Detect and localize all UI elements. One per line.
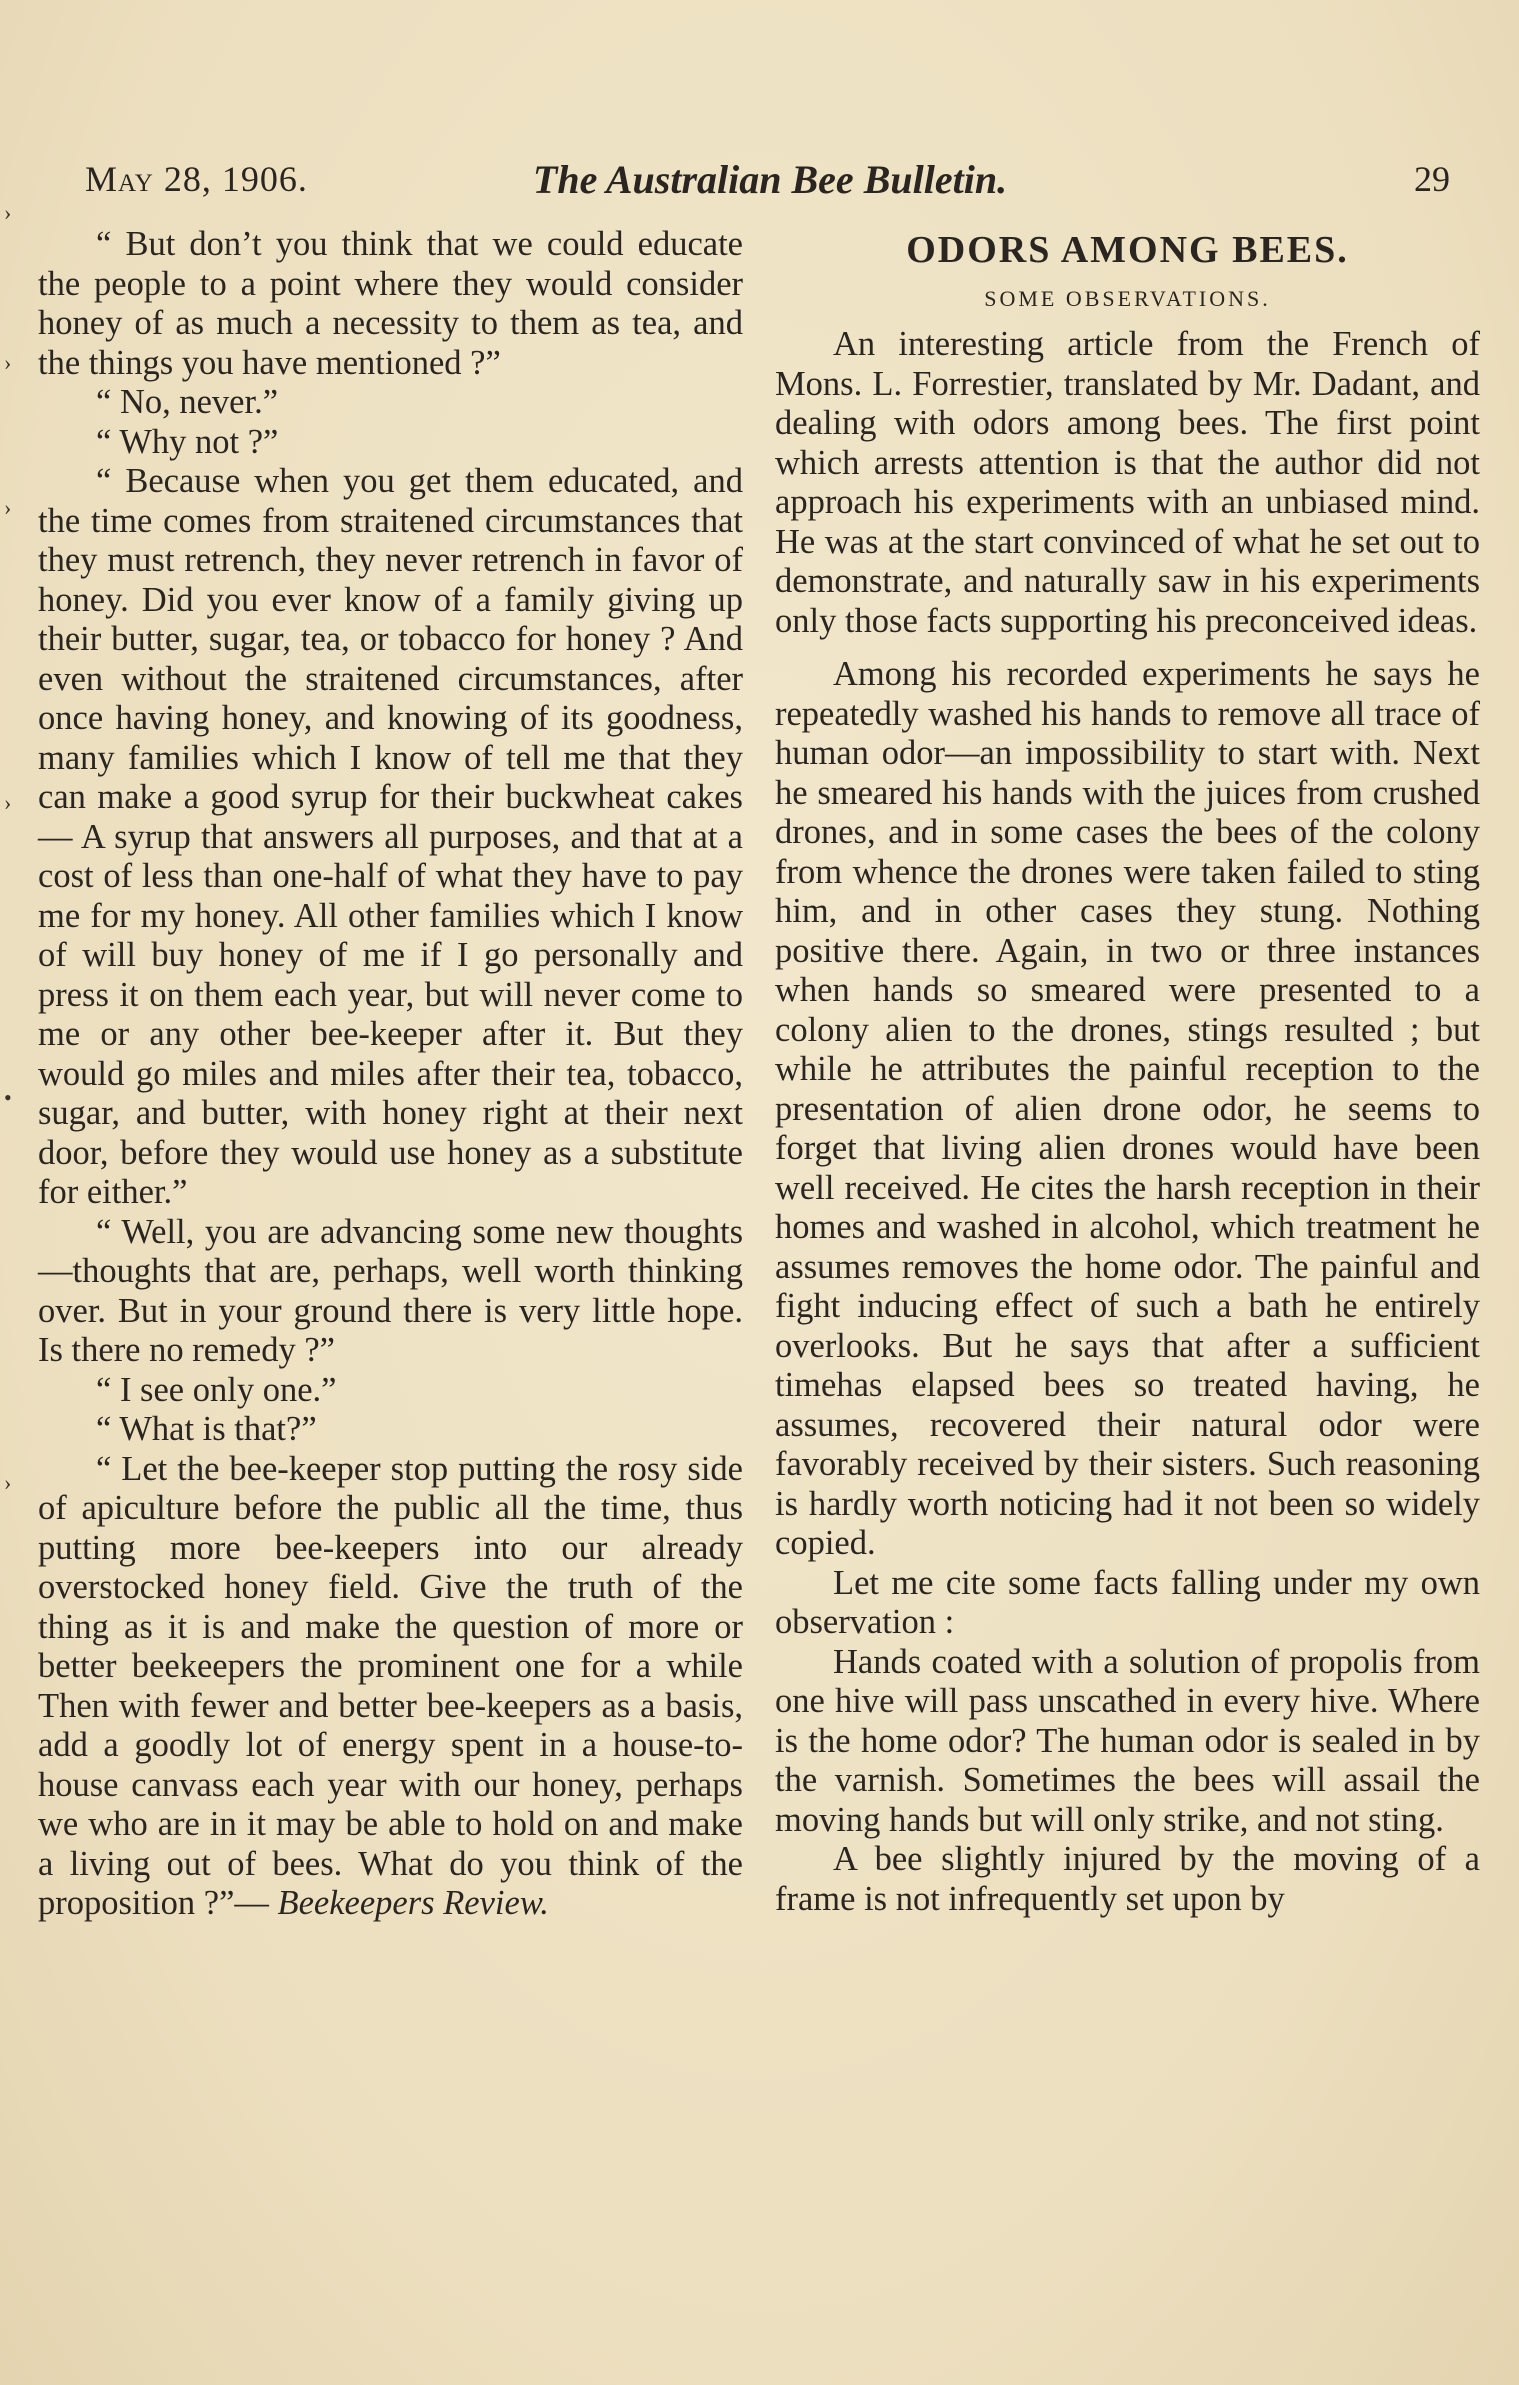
running-header: [80, 150, 1460, 210]
margin-tick-mark: ›: [4, 200, 12, 225]
margin-tick-mark: ›: [4, 790, 12, 815]
paragraph: “ Because when you get them educated, and the time comes from straitened circumstances that they must retrench, they never retrench in favor of honey. Did you ever know of a family giving up their butter, sugar, tea, or tobacco for honey ? And even without the straitened circumstances, after once having honey, and knowing of its goodness, many families which I know of tell me that they can make a good syrup for their buckwheat cakes — A syrup that answers all purposes, and that at a cost of less than one-half of what they have to pay me for my honey. All other families which I know of will buy honey of me if I go personally and press it on them each year, but will never come to me or any other bee-keeper after it. But they would go miles and miles after their tea, tobacco, sugar, and butter, with honey right at their next door, before they would use honey as a substitute for either.”: [38, 462, 743, 1211]
issue-date: May 28, 1906.: [85, 159, 308, 199]
paragraph: “ No, never.”: [96, 383, 279, 421]
page-number: 29: [1414, 159, 1450, 199]
margin-tick-mark: ›: [4, 495, 12, 520]
source-citation: Beekeepers Review.: [277, 1884, 549, 1922]
journal-title: The Australian Bee Bulletin.: [532, 157, 1008, 202]
paragraph: “ Well, you are advancing some new thoughts—thoughts that are, perhaps, well worth thinking over. But in your ground there is very little hope. Is there no remedy ?”: [38, 1212, 743, 1369]
paragraph: “ But don’t you think that we could educate the people to a point where they would consider honey of as much a necessity to them as tea, and the things you have mentioned ?”: [38, 225, 743, 382]
article-title: ODORS AMONG BEES.: [906, 229, 1349, 271]
margin-tick-mark: •: [4, 1085, 12, 1110]
paragraph: A bee slightly injured by the moving of a frame is not infrequently set upon by: [775, 1840, 1480, 1918]
paragraph: An interesting article from the French of Mons. L. Forrestier, translated by Mr. Dadant, and dealing with odors among bees. The first point which arrests attention is that the author did not approach his experiments with an unbiased mind. He was at the start convinced of what he set out to demonstrate, and naturally saw in his experiments only those facts supporting his preconceived ideas.: [775, 325, 1480, 640]
paragraph: Let me cite some facts falling under my own observation :: [775, 1563, 1480, 1641]
paragraph: “ What is that?”: [96, 1410, 317, 1448]
left-column: [38, 225, 743, 1924]
paragraph: “ Let the bee-keeper stop putting the rosy side of apiculture before the public all the time, thus putting more bee-keepers into our already overstocked honey field. Give the truth of the thing as it is and make the question of more or better beekeepers the prominent one for a while Then with fewer and better bee-keepers as a basis, add a goodly lot of energy spent in a house-to-house canvass each year with our honey, perhaps we who are in it may be able to hold on and make a living out of bees. What do you think of the proposition ?”—: [38, 1449, 743, 1922]
article-subtitle: SOME OBSERVATIONS.: [984, 286, 1271, 311]
paragraph-with-citation: [38, 1450, 743, 1924]
paragraph: Among his recorded experiments he says he repeatedly washed his hands to remove all trace of human odor—an impossibility to start with. Next he smeared his hands with the juices from crushed drones, and in some cases the bees of the colony from whence the drones were taken failed to sting him, and in other cases they stung. Nothing positive there. Again, in two or three instances when hands so smeared were presented to a colony alien to the drones, stings resulted ; but while he attributes the painful reception to the presentation of alien drone odor, he seems to forget that living alien drones would have been well received. He cites the harsh reception in their homes and washed in alcohol, which treatment he assumes removes the home odor. The painful and fight inducing effect of such a bath he entirely overlooks. But he says that after a sufficient timehas elapsed bees so treated having, he assumes, recovered their natural odor were favorably received by their sisters. Such reasoning is hardly worth noticing had it not been so widely copied.: [775, 655, 1480, 1562]
paragraph: “ I see only one.”: [96, 1370, 337, 1409]
margin-tick-mark: ›: [4, 350, 12, 375]
right-column: [775, 225, 1480, 1919]
margin-marks: [0, 0, 30, 2385]
margin-tick-mark: ›: [4, 1470, 12, 1495]
paragraph: “ Why not ?”: [96, 422, 279, 461]
paragraph: Hands coated with a solution of propolis from one hive will pass unscathed in every hive. Where is the home odor? The human odor is sealed in by the varnish. Sometimes the bees will assail the moving hands but will only strike, and not sting.: [775, 1642, 1480, 1839]
